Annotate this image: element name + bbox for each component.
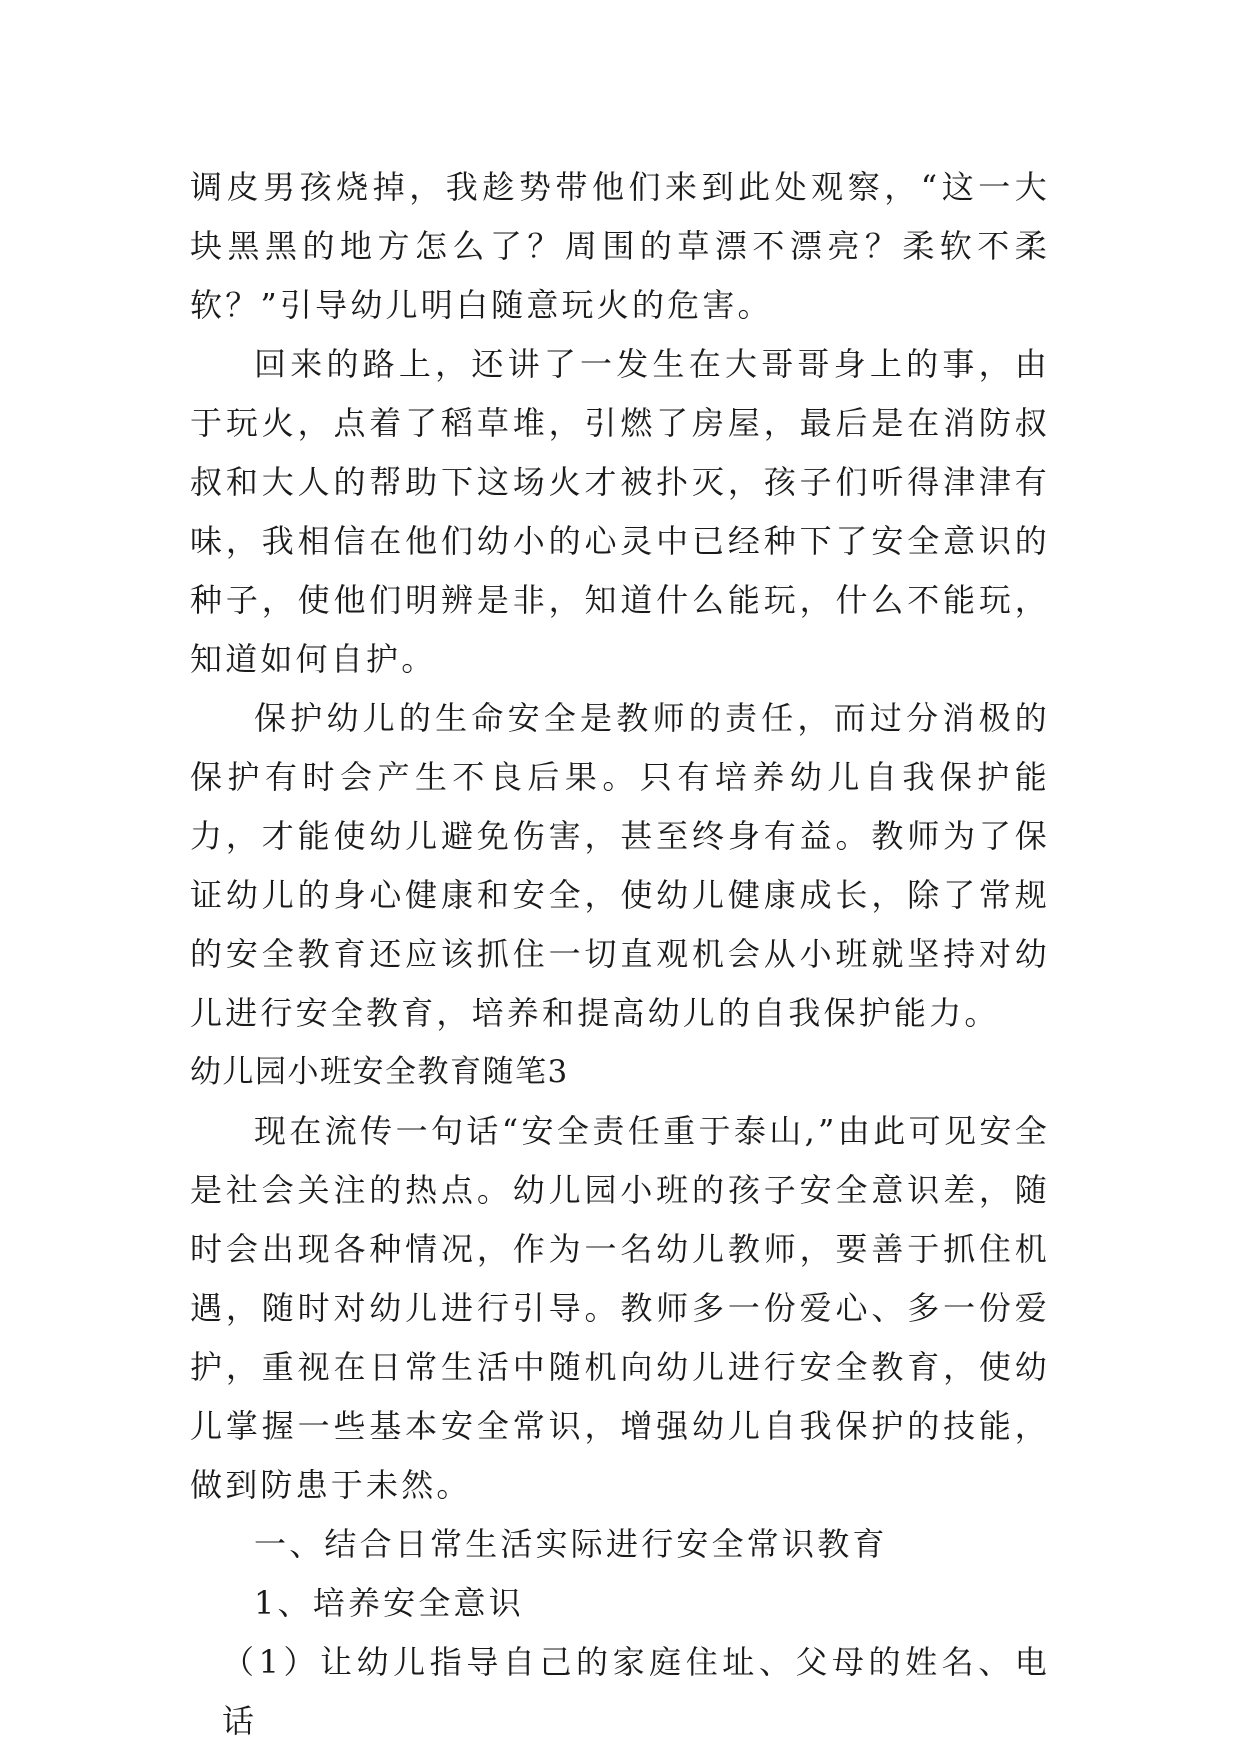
- document-page: [190, 158, 1050, 1751]
- paragraph-3: 保护幼儿的生命安全是教师的责任，而过分消极的保护有时会产生不良后果。只有培养幼儿自我保护能力，才能使幼儿避免伤害，甚至终身有益。教师为了保证幼儿的身心健康和安全，使幼儿健康成长，除了常规的安全教育还应该抓住一切直观机会从小班就坚持对幼儿进行安全教育，培养和提高幼儿的自我保护能力。: [190, 699, 1050, 1032]
- list-item-1: （1）让幼儿指导自己的家庭住址、父母的姓名、电话: [222, 1643, 1050, 1740]
- section-heading: 幼儿园小班安全教育随笔3: [190, 1054, 569, 1090]
- paragraph-2: 回来的路上，还讲了一发生在大哥哥身上的事，由于玩火，点着了稻草堆，引燃了房屋，最后是在消防叔叔和大人的帮助下这场火才被扑灭，孩子们听得津津有味，我相信在他们幼小的心灵中已经种下了安全意识的种子，使他们明辨是非，知道什么能玩，什么不能玩，知道如何自护。: [190, 345, 1050, 678]
- subheading-1: 一、结合日常生活实际进行安全常识教育: [254, 1525, 888, 1563]
- paragraph-1: 调皮男孩烧掉，我趁势带他们来到此处观察，“这一大块黑黑的地方怎么了？周围的草漂不漂亮？柔软不柔软？”引导幼儿明白随意玩火的危害。: [190, 168, 1050, 324]
- paragraph-4: 现在流传一句话“安全责任重于泰山,”由此可见安全是社会关注的热点。幼儿园小班的孩子安全意识差，随时会出现各种情况，作为一名幼儿教师，要善于抓住机遇，随时对幼儿进行引导。教师多一份爱心、多一份爱护，重视在日常生活中随机向幼儿进行安全教育，使幼儿掌握一些基本安全常识，增强幼儿自我保护的技能，做到防患于未然。: [190, 1112, 1050, 1504]
- subheading-2: 1、培养安全意识: [254, 1584, 524, 1622]
